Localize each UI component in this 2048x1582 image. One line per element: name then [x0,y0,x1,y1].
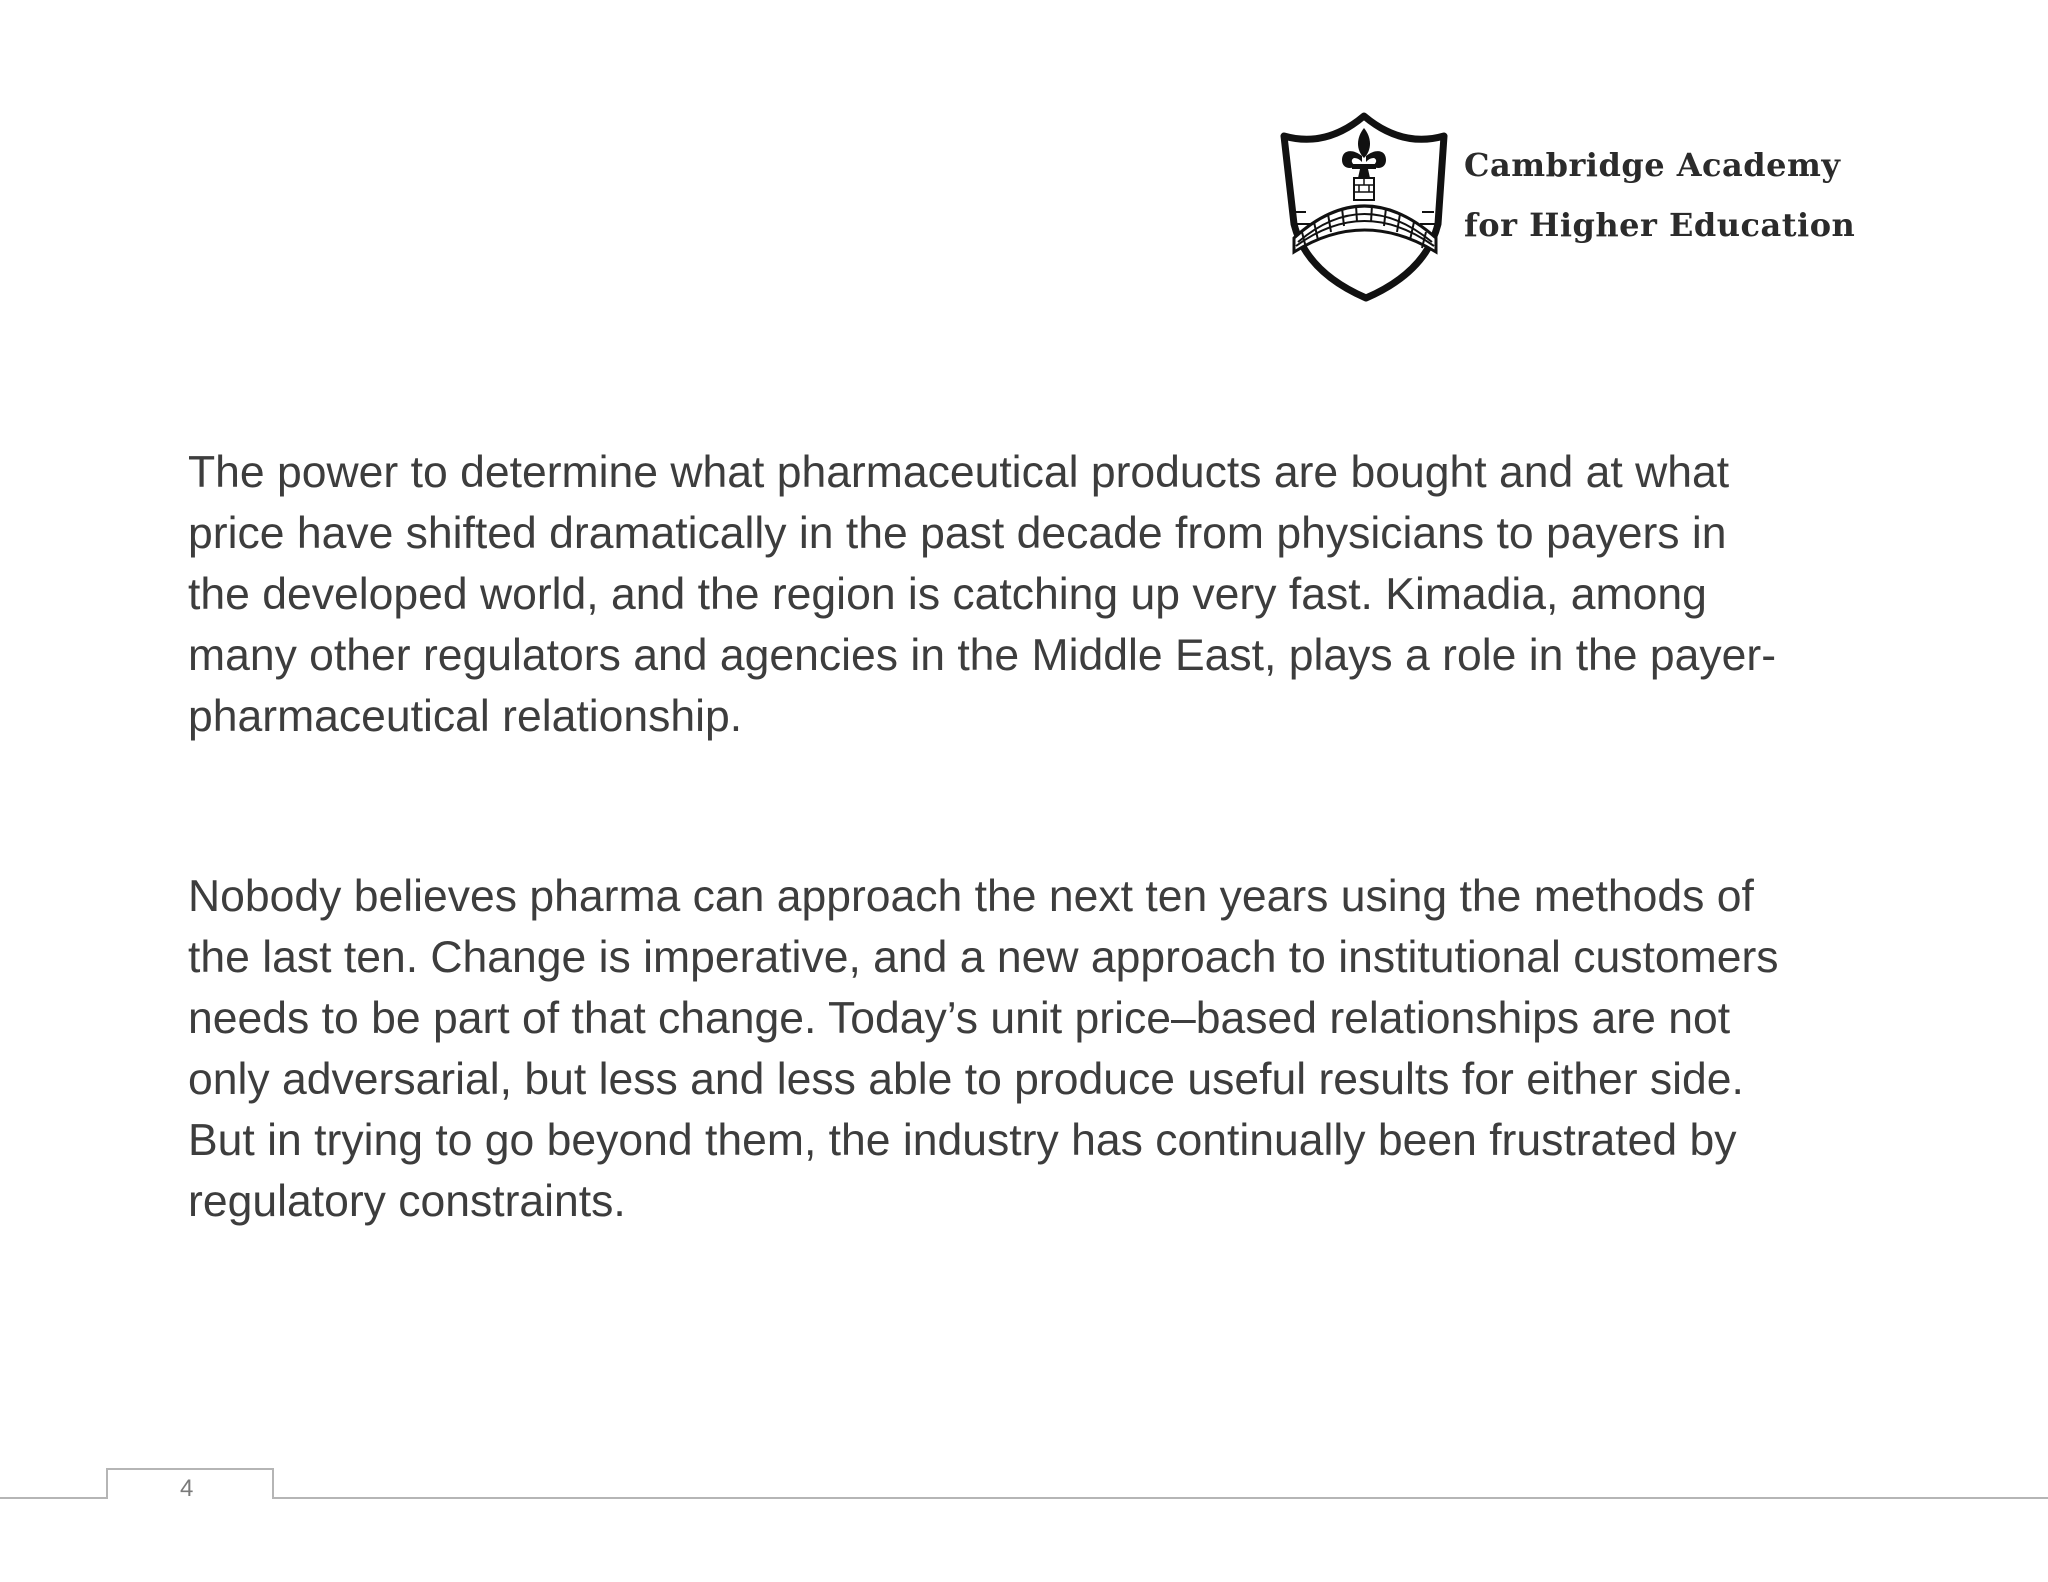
text-line: only adversarial, but less and less able to produce useful results for either side. [188,1055,1744,1104]
text-line: regulatory constraints. [188,1177,626,1226]
text-line: pharmaceutical relationship. [188,692,743,741]
logo-name-line1: Cambridge Academy [1464,146,1841,184]
shield-fleur-de-lis-bridge-icon [1276,112,1456,304]
footer-divider [0,1497,2048,1499]
text-line: needs to be part of that change. Today’s unit price–based relationships are not [188,994,1731,1043]
logo-name-line2: for Higher Education [1464,206,1856,244]
body-paragraph [188,442,1888,747]
body-paragraph [188,866,1888,1232]
page-number: 4 [180,1475,194,1502]
text-line: many other regulators and agencies in the Middle East, plays a role in the payer- [188,631,1777,680]
text-line: the last ten. Change is imperative, and a new approach to institutional customers [188,933,1779,982]
text-line: The power to determine what pharmaceutical products are bought and at what [188,448,1730,497]
text-line: the developed world, and the region is catching up very fast. Kimadia, among [188,570,1707,619]
text-line: But in trying to go beyond them, the industry has continually been frustrated by [188,1116,1737,1165]
text-line: Nobody believes pharma can approach the next ten years using the methods of [188,872,1754,921]
text-line: price have shifted dramatically in the past decade from physicians to payers in [188,509,1727,558]
academy-logo [1276,112,1856,304]
